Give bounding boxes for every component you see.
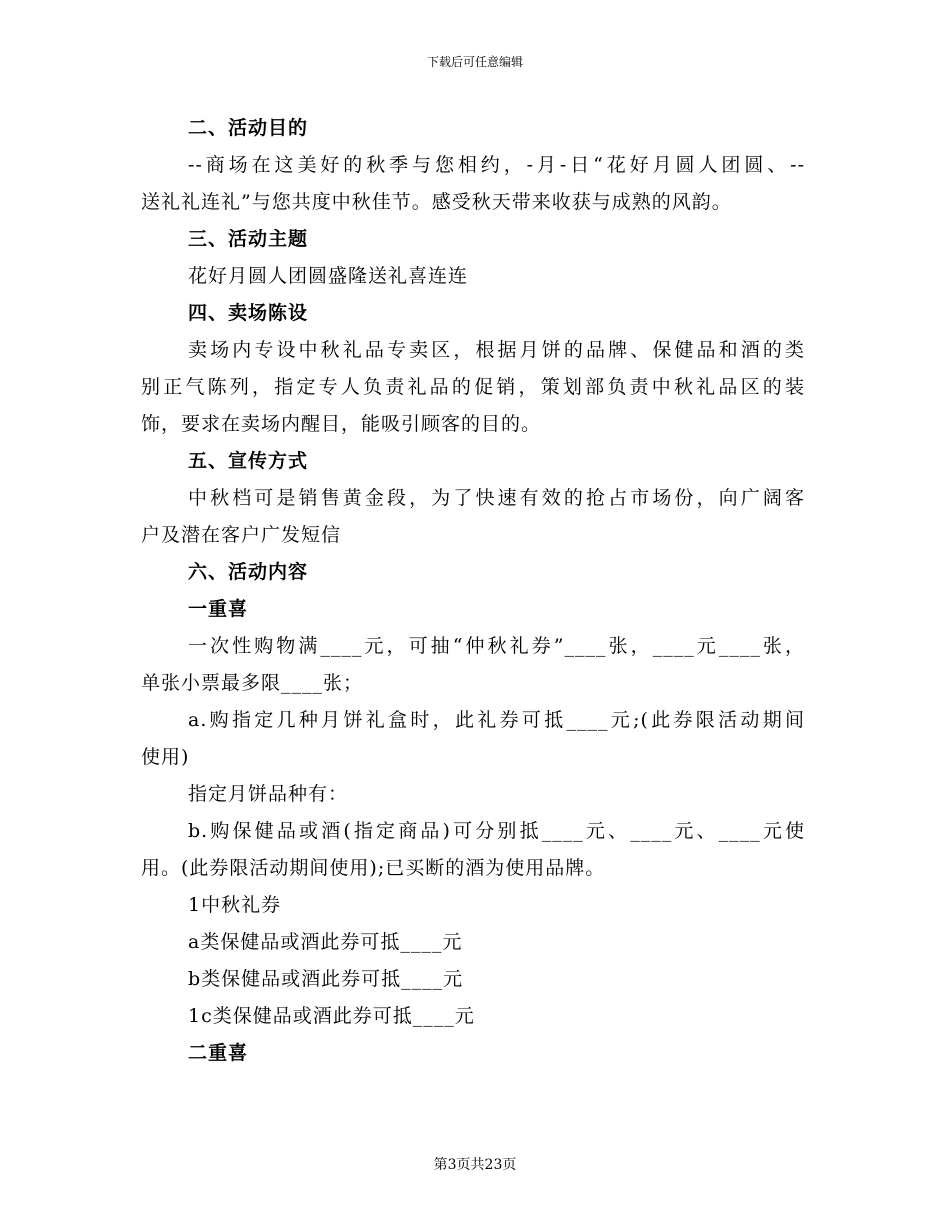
section-heading-content: 六、活动内容: [188, 561, 309, 583]
paragraph-line: 户及潜在客户广发短信: [141, 524, 342, 546]
paragraph-line: 指定月饼品种有：: [188, 783, 349, 805]
section-heading-display: 四、卖场陈设: [188, 302, 309, 324]
list-item: 1c类保健品或酒此券可抵____元: [188, 1005, 475, 1027]
paragraph-line: 卖场内专设中秋礼品专卖区，根据月饼的品牌、保健品和酒的类: [188, 339, 805, 361]
page-footer: 第3页共23页: [433, 1157, 517, 1173]
page-header: 下载后可任意编辑: [426, 55, 523, 69]
paragraph-line: 饰，要求在卖场内醒目，能吸引顾客的目的。: [141, 413, 542, 435]
paragraph-line: 花好月圆人团圆盛隆送礼喜连连: [188, 265, 469, 287]
paragraph-line: 使用): [141, 746, 190, 768]
list-item: b类保健品或酒此券可抵____元: [188, 968, 464, 990]
paragraph-line: --商场在这美好的秋季与您相约，-月-日“花好月圆人团圆、--: [188, 154, 805, 176]
paragraph-line: 用。(此券限活动期间使用);已买断的酒为使用品牌。: [141, 857, 606, 879]
document-body: [141, 110, 805, 1072]
section-heading-purpose: 二、活动目的: [188, 117, 309, 139]
paragraph-line: 一次性购物满____元，可抽“仲秋礼券”____张，____元____张，: [188, 635, 805, 657]
paragraph-line: 中秋档可是销售黄金段，为了快速有效的抢占市场份，向广阔客: [188, 487, 805, 509]
section-heading-theme: 三、活动主题: [188, 228, 309, 250]
paragraph-line: b.购保健品或酒(指定商品)可分别抵____元、____元、____元使: [188, 820, 805, 842]
section-heading-promotion: 五、宣传方式: [188, 450, 309, 472]
paragraph-line: 送礼礼连礼”与您共度中秋佳节。感受秋天带来收获与成熟的风韵。: [141, 191, 732, 213]
subheading-first-joy: 一重喜: [188, 598, 249, 620]
list-item: 1中秋礼券: [188, 894, 282, 916]
paragraph-line: 别正气陈列，指定专人负责礼品的促销，策划部负责中秋礼品区的装: [141, 376, 805, 398]
paragraph-line: a.购指定几种月饼礼盒时，此礼券可抵____元;(此券限活动期间: [188, 709, 805, 731]
paragraph-line: 单张小票最多限____张；: [141, 672, 364, 694]
list-item: a类保健品或酒此券可抵____元: [188, 931, 463, 953]
subheading-second-joy: 二重喜: [188, 1042, 249, 1064]
